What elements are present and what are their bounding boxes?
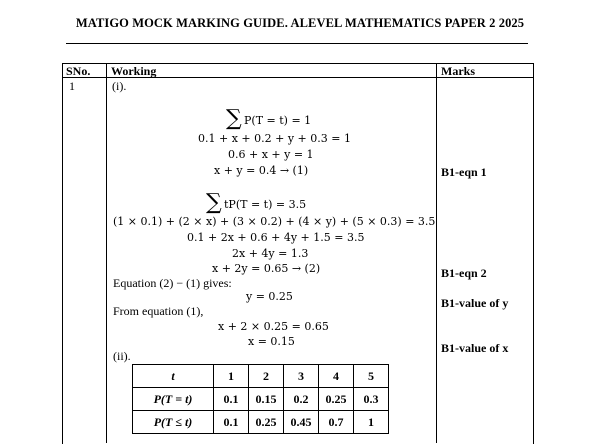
equation-1: x + y = 0.4 → (1)	[214, 164, 309, 177]
column-divider-marks	[436, 63, 437, 443]
table-row	[133, 411, 389, 434]
table-cell: 5	[354, 365, 389, 388]
table-cell: 0.1	[214, 388, 249, 411]
equation-gives-text: Equation (2) − (1) gives:	[113, 276, 232, 290]
equation-line: 0.1 + 2x + 0.6 + 4y + 1.5 = 3.5	[187, 231, 365, 244]
mark-eqn-1: B1-eqn 1	[441, 165, 487, 179]
mark-value-y: B1-value of y	[441, 296, 509, 310]
table-cell: 2	[249, 365, 284, 388]
title-underline	[66, 43, 528, 44]
table-cell: 1	[354, 411, 389, 434]
header-working: Working	[111, 64, 157, 78]
equation-2: x + 2y = 0.65 → (2)	[212, 262, 321, 275]
table-cell: 0.25	[249, 411, 284, 434]
equation-line: 0.1 + x + 0.2 + y + 0.3 = 1	[198, 132, 351, 145]
table-cell: 0.7	[319, 411, 354, 434]
sum-expectation-eq: tP(T = t) = 3.5	[224, 198, 307, 211]
equation-line: (1 × 0.1) + (2 × x) + (3 × 0.2) + (4 × y) + (5 × 0.3) = 3.5	[113, 215, 436, 228]
sum-probability-eq: P(T = t) = 1	[244, 114, 312, 127]
part-i-label: (i).	[112, 79, 127, 93]
table-cell: 4	[319, 365, 354, 388]
table-cell: 0.1	[214, 411, 249, 434]
mark-value-x: B1-value of x	[441, 341, 509, 355]
question-number: 1	[69, 79, 75, 93]
table-row	[133, 365, 389, 388]
sigma-symbol-1: ∑	[226, 106, 242, 131]
table-cell: t	[133, 365, 214, 388]
probability-distribution-table	[132, 364, 389, 434]
header-marks: Marks	[441, 64, 475, 78]
table-cell: 0.2	[284, 388, 319, 411]
table-cell: 3	[284, 365, 319, 388]
table-cell: P(T = t)	[133, 388, 214, 411]
table-cell: 0.15	[249, 388, 284, 411]
mark-eqn-2: B1-eqn 2	[441, 266, 487, 280]
column-divider-sno	[106, 63, 107, 443]
table-cell: P(T ≤ t)	[133, 411, 214, 434]
x-value: x = 0.15	[248, 335, 295, 348]
table-cell: 1	[214, 365, 249, 388]
table-cell: 0.3	[354, 388, 389, 411]
y-value: y = 0.25	[246, 290, 293, 303]
table-cell: 0.25	[319, 388, 354, 411]
part-ii-label: (ii).	[113, 349, 131, 363]
table-row	[133, 388, 389, 411]
equation-line: x + 2 × 0.25 = 0.65	[218, 320, 329, 333]
from-equation-text: From equation (1),	[113, 304, 204, 318]
equation-line: 2x + 4y = 1.3	[232, 247, 309, 260]
sigma-symbol-2: ∑	[206, 190, 222, 215]
document-title: MATIGO MOCK MARKING GUIDE. ALEVEL MATHEMATICS PAPER 2 2025	[75, 16, 525, 30]
equation-line: 0.6 + x + y = 1	[228, 148, 314, 161]
table-cell: 0.45	[284, 411, 319, 434]
header-sno: SNo.	[66, 64, 91, 78]
